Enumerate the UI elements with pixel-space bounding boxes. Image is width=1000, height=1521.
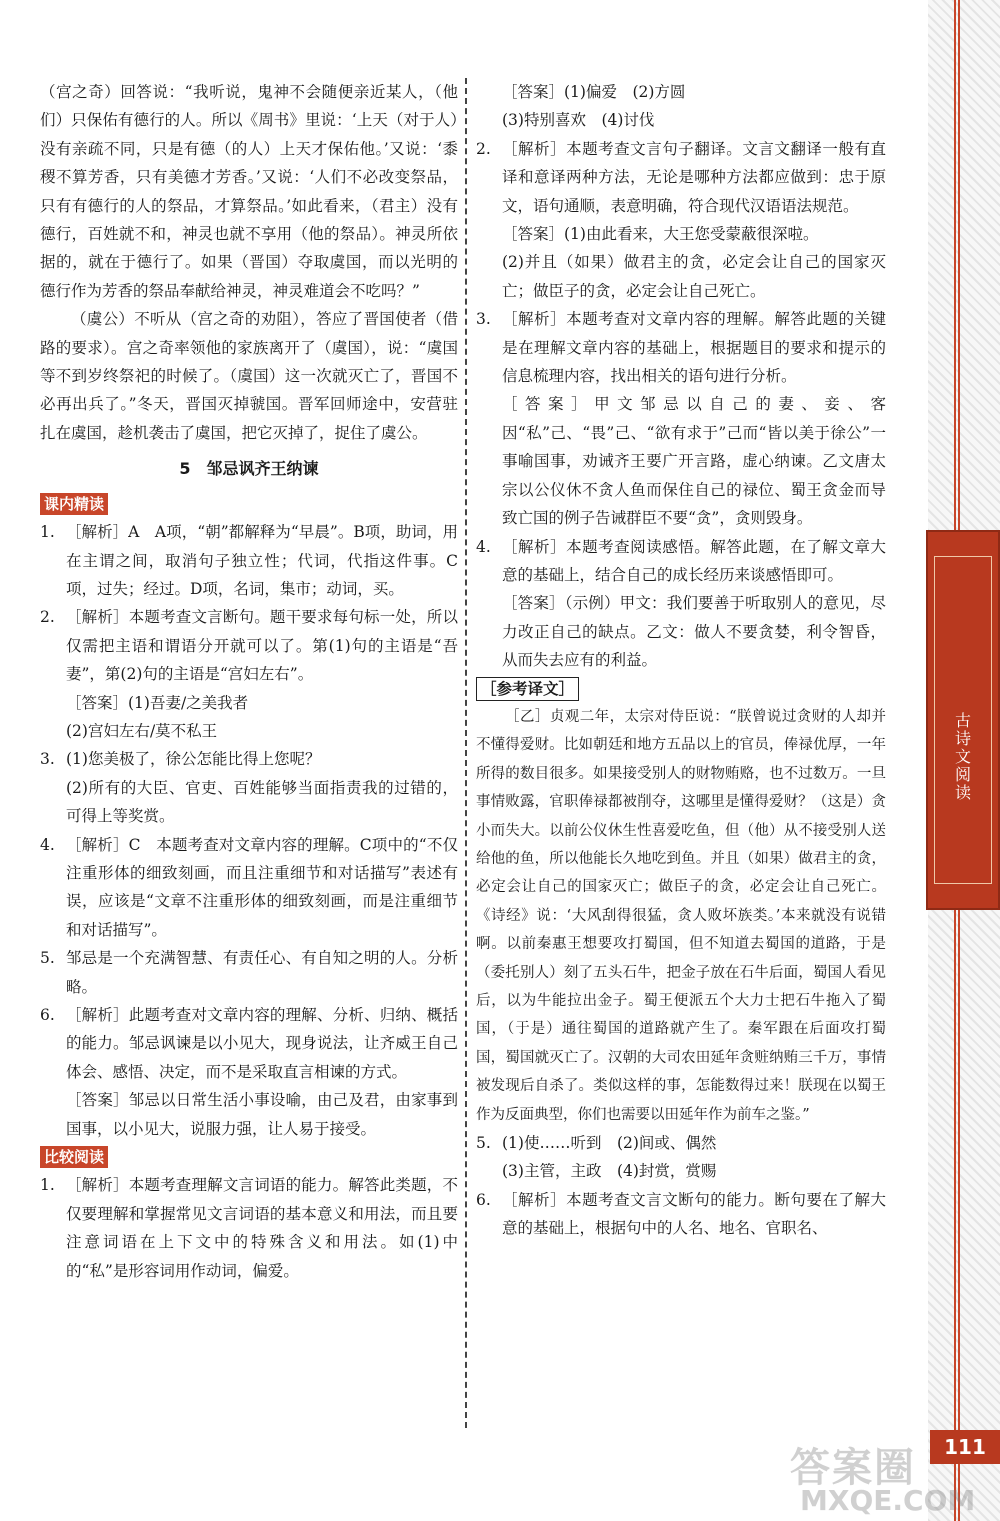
question-number: 6. [40,1006,55,1024]
translation-paragraph-2: （虞公）不听从（宫之奇的劝阻），答应了晋国使者（借路的要求）。宫之奇率领他的家族离开了（虞国），说：“虞国等不到岁终祭祀的时候了。（虞国）这一次就灭亡了，晋国不必再出兵了。”冬天，晋国灭掉虢国。晋军回师途中，安营驻扎在虞国，趁机袭击了虞国，把它灭掉了，捉住了虞公。 [40,310,458,442]
answer-line: (2)并且（如果）做君主的贪，必定会让自己的国家灭亡；做臣子的贪，必定会让自己死亡。 [502,253,886,300]
question-number: 2. [476,139,491,158]
question-number: 1. [40,1176,55,1195]
question-number: 3. [40,750,55,769]
question-5 [40,944,458,1001]
answer-line: ［答案］邹忌以日常生活小事设喻，由己及君，由家事到国事，以小见大，说服力强，让人易于接受。 [66,1091,458,1138]
question-number: 5. [476,1134,491,1153]
question-number: 2. [40,608,55,627]
question-text: (1)使……听到 (2)间或、偶然 [502,1134,717,1153]
question-number: 1. [40,523,55,542]
question-number: 4. [476,537,491,556]
question-2 [40,603,458,688]
question-text: (1)您美极了，徐公怎能比得上您呢？ [66,750,321,769]
question-text: ［解析］C 本题考查对文章内容的理解。C项中的“不仅注重形体的细致刻画，而且注重细节和对话描写”表述有误，应该是“文章不注重形体的细致刻画，而是注重细节和对话描写”。 [66,835,458,939]
answer-line: ［答案］甲文邹忌以自己的妻、妾、客因“私”己、“畏”己、“欲有求于”己而“皆以美于徐公”一事喻国事，劝诫齐王要广开言路，虚心纳谏。乙文唐太宗以公仪休不贪人鱼而保住自己的禄位、蜀王贪金而导致亡国的例子告诫群臣不要“贪”，贪则毁身。 [502,395,886,528]
section-title: 5 邹忌讽齐王纳谏 [179,459,319,479]
answer-line: ［答案］(1)偏爱 (2)方圆 [502,83,686,101]
side-tab-label: 古诗文阅读 [954,711,971,802]
compare-question-3 [476,305,886,390]
answer-line: (2)宫妇左右/莫不私王 [66,721,218,740]
question-3 [40,745,458,773]
translation-paragraph-1: （宫之奇）回答说：“我听说，鬼神不会随便亲近某人，（他们）只保佑有德行的人。所以《周书》里说：‘上天（对于人）没有亲疏不同，只是有德（的人）上天才保佑他。’又说：‘黍稷不算芳香，只有美德才芳香。’又说：‘人们不必改变祭品，只有有德行的人的祭品，才算祭品。’如此看来，（君主）没有德行，百姓就不和，神灵也就不享用（他的祭品）。神灵所依据的，就在于德行了。如果（晋国）夺取虞国，而以光明的德行作为芳香的祭品奉献给神灵，神灵难道会不吃吗？” [40,83,458,300]
question-number: 4. [40,835,55,854]
answer-line: (3)特别喜欢 (4)讨伐 [502,111,655,130]
watermark-url: MXQE.COM [800,1484,976,1517]
compare-question-2 [476,135,886,220]
label-kenei-jingdu: 课内精读 [40,493,108,515]
reference-translation-label: ［参考译文］ [476,677,579,701]
answer-line: ［答案］(1)由此看来，大王您受蒙蔽很深啦。 [502,225,819,244]
watermark-logo: 答案圈 [790,1445,916,1491]
question-4 [40,831,458,945]
compare-question-5 [476,1129,886,1157]
compare-question-4 [476,533,886,590]
question-text: ［解析］本题考查对文章内容的理解。解答此题的关键是在理解文章内容的基础上，根据题目的要求和提示的信息梳理内容，找出相关的语句进行分析。 [502,310,886,386]
question-6 [40,1001,458,1086]
page-number: 111 [930,1430,1000,1464]
column-divider [465,78,467,1428]
question-text: ［解析］此题考查对文章内容的理解、分析、归纳、概括的能力。邹忌讽谏是以小见大，现身说法，让齐威王自己体会、感悟、决定，而不是采取直言相谏的方式。 [66,1006,458,1081]
answer-line: (3)主管，主政 (4)封赏，赏赐 [502,1162,717,1181]
side-section-tab [926,530,1000,910]
answer-line: ［答案］(1)吾妻/之美我者 [66,693,249,712]
question-text: ［解析］本题考查文言文断句的能力。断句要在了解大意的基础上，根据句中的人名、地名、官职名、 [502,1190,886,1238]
question-number: 5. [40,949,55,968]
question-text: ［解析］本题考查文言断句。题干要求每句标一处，所以仅需把主语和谓语分开就可以了。第(1)句的主语是“吾妻”，第(2)句的主语是“宫妇左右”。 [66,608,458,684]
question-text: ［解析］本题考查理解文言词语的能力。解答此类题，不仅要理解和掌握常见文言词语的基本意义和用法，而且要注意词语在上下文中的特殊含义和用法。如(1)中的“私”是形容词用作动词，偏爱。 [66,1176,458,1280]
question-text: 邹忌是一个充满智慧、有责任心、有自知之明的人。分析略。 [66,949,458,996]
compare-question-6 [476,1186,886,1243]
question-number: 6. [476,1190,491,1209]
reference-translation-text: ［乙］贞观二年，太宗对侍臣说：“朕曾说过贪财的人却并不懂得爱财。比如朝廷和地方五品以上的官员，俸禄优厚，一年所得的数目很多。如果接受别人的财物贿赂，也不过数万。一旦事情败露，官职俸禄都被削夺，这哪里是懂得爱财？（这是）贪小而失大。以前公仪休生性喜爱吃鱼，但（他）从不接受别人送给他的鱼，所以他能长久地吃到鱼。并且（如果）做君主的贪，必定会让自己的国家灭亡；做臣子的贪，必定会让自己死亡。《诗经》说：‘大风刮得很猛，贪人败坏族类。’本来就没有说错啊。以前秦惠王想要攻打蜀国，但不知道去蜀国的道路，于是（委托别人）刻了五头石牛，把金子放在石牛后面，蜀国人看见后，以为牛能拉出金子。蜀王便派五个大力士把石牛拖入了蜀国，（于是）通往蜀国的道路就产生了。秦军跟在后面攻打蜀国，蜀国就灭亡了。汉朝的大司农田延年贪赃纳贿三千万，事情被发现后自杀了。类似这样的事，怎能数得过来！朕现在以蜀王作为反面典型，你们也需要以田延年作为前车之鉴。” [476,708,886,1123]
answer-line: ［答案］（示例）甲文：我们要善于听取别人的意见，尽力改正自己的缺点。乙文：做人不要贪婪，利令智昏，从而失去应有的利益。 [502,594,886,670]
question-number: 3. [476,310,491,329]
answer-line: (2)所有的大臣、官吏、百姓能够当面指责我的过错的，可得上等奖赏。 [66,778,458,826]
right-column [476,78,886,1243]
left-column [40,78,458,1285]
question-1 [40,518,458,603]
question-text: ［解析］本题考查文言句子翻译。文言文翻译一般有直译和意译两种方法，无论是哪种方法都应做到：忠于原文，语句通顺，表意明确，符合现代汉语语法规范。 [502,139,886,215]
label-bijiao-yuedu: 比较阅读 [40,1146,108,1168]
compare-question-1 [40,1171,458,1285]
question-text: ［解析］A A项，“朝”都解释为“早晨”。B项，助词，用在主谓之间，取消句子独立性；代词，代指这件事。C项，过失；经过。D项，名词，集市；动词，买。 [66,523,458,598]
question-text: ［解析］本题考查阅读感悟。解答此题，在了解文章大意的基础上，结合自己的成长经历来谈感悟即可。 [502,537,886,584]
